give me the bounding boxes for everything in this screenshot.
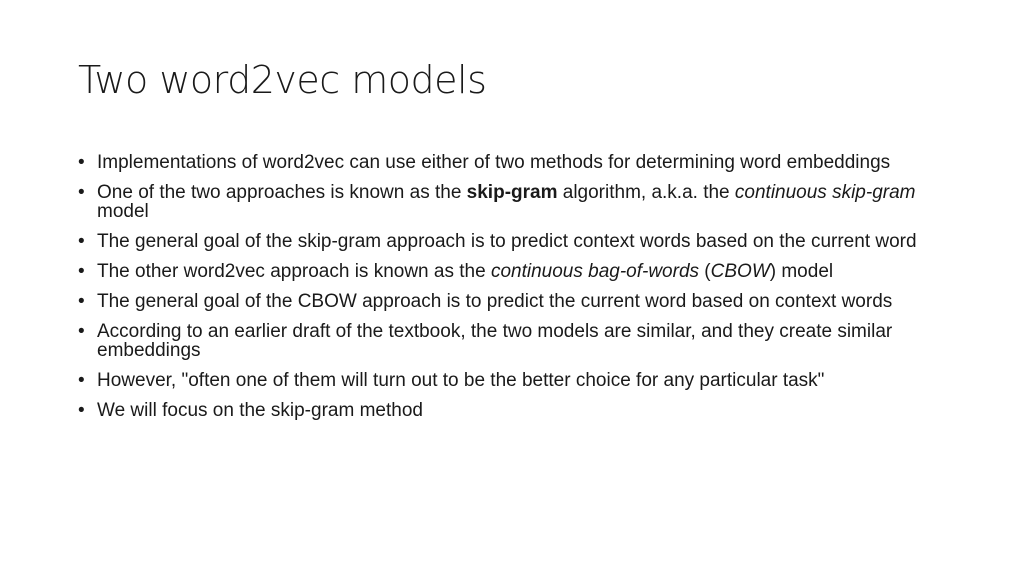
bullet-text: model — [97, 201, 149, 222]
bullet-dot-icon: • — [78, 400, 85, 421]
bullet-dot-icon: • — [78, 152, 85, 173]
bullet-text: One of the two approaches is known as the — [97, 182, 467, 203]
bullet-text: We will focus on the skip-gram method — [97, 400, 423, 421]
bullet-list — [78, 153, 958, 431]
bullet-text: ) model — [769, 261, 834, 282]
bullet-italic-term: continuous bag-of-words — [490, 261, 700, 282]
bullet-item — [78, 183, 958, 221]
bullet-item — [78, 371, 958, 390]
bullet-dot-icon: • — [78, 291, 85, 312]
bullet-dot-icon: • — [78, 321, 85, 342]
slide-title: Two word2vec models — [78, 58, 487, 102]
bullet-item — [78, 401, 958, 420]
bullet-dot-icon: • — [78, 182, 85, 203]
bullet-item — [78, 292, 958, 311]
bullet-text: According to an earlier draft of the textbook, the two models are similar, and they create similar embeddings — [97, 321, 893, 361]
bullet-item — [78, 322, 958, 360]
bullet-text: Implementations of word2vec can use either of two methods for determining word embeddings — [97, 152, 891, 173]
bullet-text: However, "often one of them will turn out to be the better choice for any particular task" — [97, 370, 825, 391]
bullet-item — [78, 153, 958, 172]
bullet-dot-icon: • — [78, 370, 85, 391]
bullet-dot-icon: • — [78, 261, 85, 282]
bullet-italic-term: CBOW — [710, 261, 770, 282]
bullet-bold-term: skip-gram — [466, 182, 558, 203]
bullet-text: The other word2vec approach is known as the — [97, 261, 491, 282]
bullet-dot-icon: • — [78, 231, 85, 252]
bullet-text: ( — [699, 261, 711, 282]
bullet-text: The general goal of the CBOW approach is to predict the current word based on context words — [97, 291, 893, 312]
bullet-text: algorithm, a.k.a. the — [557, 182, 735, 203]
bullet-text: The general goal of the skip-gram approach is to predict context words based on the current word — [97, 231, 917, 252]
bullet-item — [78, 232, 958, 251]
bullet-item — [78, 262, 958, 281]
bullet-italic-term: continuous skip-gram — [734, 182, 916, 203]
